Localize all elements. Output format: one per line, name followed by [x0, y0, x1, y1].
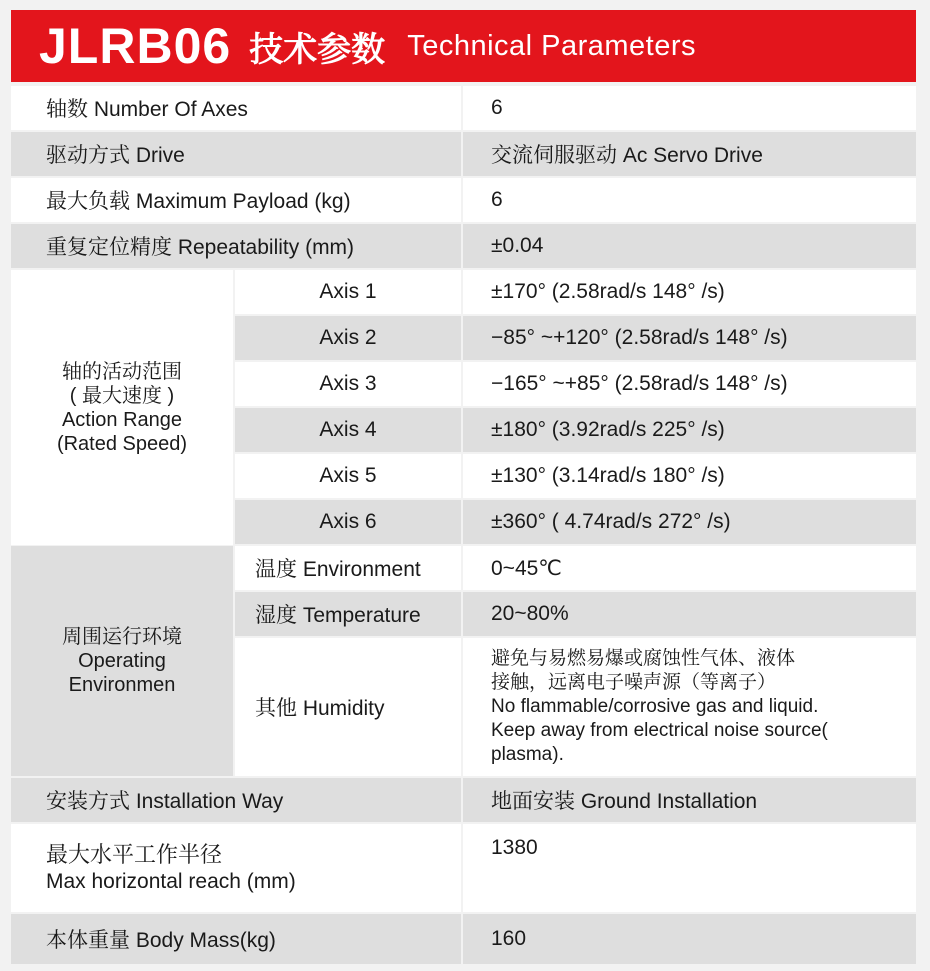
label-reach [11, 824, 461, 912]
table-row-axis-2 [11, 316, 916, 360]
action-range-zh-1: 轴的活动范围 [62, 360, 182, 383]
label-installation: 安装方式 Installation Way [11, 778, 461, 822]
table-row-axis-6 [11, 500, 916, 544]
table-row-humidity [11, 592, 916, 636]
title-en: Technical Parameters [407, 29, 697, 62]
env-note-line: 接触，远离电子噪声源（等离子） [491, 672, 777, 693]
env-item-name: 湿度 Temperature [235, 592, 461, 636]
environment-en-1: Operating [78, 650, 166, 672]
label-axes: 轴数 Number Of Axes [11, 86, 461, 130]
axis-name: Axis 2 [235, 316, 461, 360]
table-row-other [11, 638, 916, 776]
label-repeatability: 重复定位精度 Repeatability (mm) [11, 224, 461, 268]
value-installation: 地面安装 Ground Installation [463, 778, 916, 822]
env-note-line: 避免与易燃易爆或腐蚀性气体、液体 [491, 648, 796, 669]
env-item-value: 0~45℃ [463, 546, 916, 590]
table-row-payload [11, 178, 916, 222]
axis-value: ±170° (2.58rad/s 148° /s) [463, 270, 916, 314]
table-row-drive [11, 132, 916, 176]
table-row-repeatability [11, 224, 916, 268]
axis-value: −85° ~+120° (2.58rad/s 148° /s) [463, 316, 916, 360]
value-payload: 6 [463, 178, 916, 222]
action-range-en-2: (Rated Speed) [56, 432, 188, 455]
action-range-zh-2: ( 最大速度 ) [69, 384, 175, 407]
table-row-installation [11, 778, 916, 822]
env-item-value: 20~80% [463, 592, 916, 636]
axis-value: ±360° ( 4.74rad/s 272° /s) [463, 500, 916, 544]
model-name: JLRB06 [39, 18, 232, 74]
environment-zh: 周围运行环境 [62, 626, 182, 648]
env-item-name: 温度 Environment [235, 546, 461, 590]
value-reach: 1380 [463, 824, 916, 912]
action-range-en-1: Action Range [61, 408, 183, 431]
table-row-axis-3 [11, 362, 916, 406]
environment-en-2: Environmen [68, 674, 176, 696]
env-item-name: 其他 Humidity [235, 638, 461, 776]
axis-name: Axis 4 [235, 408, 461, 452]
env-item-value-block [463, 638, 916, 776]
table-row-axis-4 [11, 408, 916, 452]
title-banner [11, 10, 916, 82]
label-reach-zh: 最大水平工作半径 [46, 842, 223, 867]
axis-name: Axis 5 [235, 454, 461, 498]
table-row-axis-1 [11, 270, 916, 314]
value-repeatability: ±0.04 [463, 224, 916, 268]
env-note-line: Keep away from electrical noise source( [491, 720, 828, 741]
label-payload: 最大负载 Maximum Payload (kg) [11, 178, 461, 222]
table-row-mass [11, 914, 916, 964]
value-mass: 160 [463, 914, 916, 964]
table-row-axes [11, 86, 916, 130]
table-row-temp [11, 546, 916, 590]
env-note-line: plasma). [491, 744, 564, 765]
label-drive: 驱动方式 Drive [11, 132, 461, 176]
axis-value: ±130° (3.14rad/s 180° /s) [463, 454, 916, 498]
axis-value: ±180° (3.92rad/s 225° /s) [463, 408, 916, 452]
value-drive: 交流伺服驱动 Ac Servo Drive [463, 132, 916, 176]
table-row-reach [11, 824, 916, 912]
table-row-axis-5 [11, 454, 916, 498]
env-note-line: No flammable/corrosive gas and liquid. [491, 696, 819, 717]
axis-name: Axis 1 [235, 270, 461, 314]
axis-name: Axis 6 [235, 500, 461, 544]
value-axes: 6 [463, 86, 916, 130]
label-reach-en: Max horizontal reach (mm) [46, 870, 296, 893]
axis-value: −165° ~+85° (2.58rad/s 148° /s) [463, 362, 916, 406]
title-zh: 技术参数 [249, 30, 386, 69]
label-mass: 本体重量 Body Mass(kg) [11, 914, 461, 964]
axis-name: Axis 3 [235, 362, 461, 406]
